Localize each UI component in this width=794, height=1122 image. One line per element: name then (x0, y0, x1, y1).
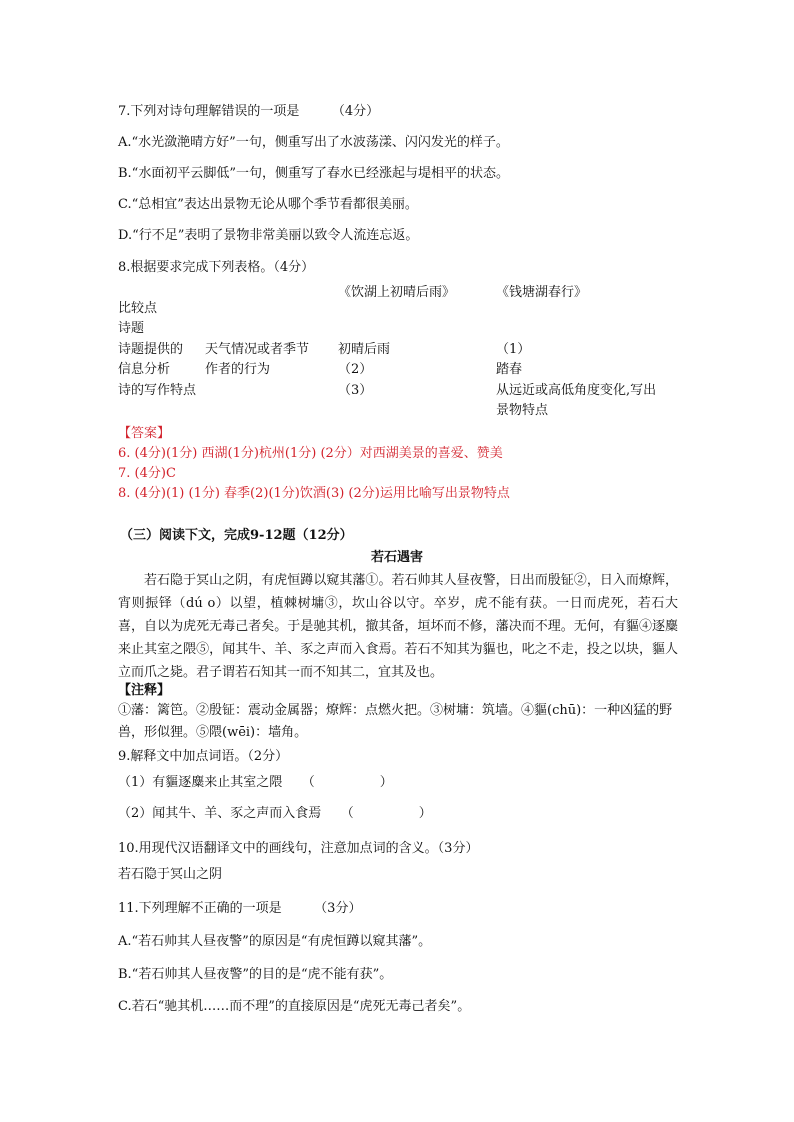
notes-text: ①藩：篱笆。②殷钲：震动金属器；燎辉：点燃火把。③树墉：筑墙。④貙(chū)：一种凶猛的野兽，形似狸。⑤隈(wēi)：墙角。 (118, 703, 673, 740)
q10-sentence: 若石隐于冥山之阴 (118, 867, 223, 882)
answer-label: 【答案】 (118, 426, 171, 441)
q7-option-b: B.“水面初平云脚低”一句，侧重写了春水已经涨起与堤相平的状态。 (118, 166, 509, 181)
table-row-title: 诗题 (118, 321, 145, 336)
table-action-poem1: （2） (338, 362, 373, 377)
answer-6: 6. (4分)(1分) 西湖(1分)杭州(1分) (2分）对西湖美景的喜爱、赞美 (118, 446, 503, 461)
table-row-feature: 诗的写作特点 (118, 383, 197, 398)
passage-title: 若石遇害 (370, 550, 423, 565)
q7-stem: 7.下列对诗句理解错误的一项是 （4分） (118, 104, 380, 119)
table-header-poem2: 《钱塘湖春行》 (496, 285, 588, 300)
q7-option-a: A.“水光潋滟晴方好”一句，侧重写出了水波荡漾、闪闪发光的样子。 (118, 135, 509, 150)
table-action-poem2: 踏春 (496, 362, 523, 377)
table-feature-poem2-a: 从远近或高低角度变化,写出 (496, 383, 657, 398)
q11-option-a: A.“若石帅其人昼夜警”的原因是“有虎恒蹲以窥其藩”。 (118, 934, 432, 949)
table-header-poem1: 《饮湖上初晴后雨》 (338, 285, 456, 300)
q8-stem: 8.根据要求完成下列表格。（4分） (118, 260, 315, 275)
passage-text: 若石隐于冥山之阴，有虎恒蹲以窥其藩①。若石帅其人昼夜警，日出而殷钲②，日入而燎辉，宵则振铎（dú o）以望，植棘树墉③，坎山谷以守。卒岁，虎不能有获。一日而虎死，若石大喜，自以为虎死无毒己者矣。于是驰其机，撤其备，垣坏而不修，藩决而不理。无何，有貙④逐麋来止其室之隈⑤，闻其牛、羊、豕之声而入食焉。若石不知其为貙也，叱之不走，投之以块，貙人立而爪之毙。君子谓若石知其一而不知其二，宜其及也。 (118, 573, 678, 680)
table-row-info-a: 诗题提供的 (118, 342, 184, 357)
table-row-compare: 比较点 (118, 301, 158, 316)
q11-stem: 11.下列理解不正确的一项是 （3分） (118, 901, 362, 916)
q10-stem: 10.用现代汉语翻译文中的画线句，注意加点词的含义。（3分） (118, 841, 479, 856)
table-sub-weather: 天气情况或者季节 (205, 342, 310, 357)
table-weather-poem1: 初晴后雨 (338, 342, 391, 357)
table-row-info-b: 信息分析 (118, 362, 171, 377)
q7-option-d: D.“行不足”表明了景物非常美丽以致令人流连忘返。 (118, 228, 419, 243)
q7-option-c: C.“总相宜”表达出景物无论从哪个季节看都很美丽。 (118, 197, 418, 212)
section3-heading: （三）阅读下文，完成9-12题（12分） (120, 528, 353, 543)
table-feature-poem2-b: 景物特点 (496, 403, 549, 418)
q9-item-1: （1）有貙逐麋来止其室之隈 （ ） (118, 775, 393, 790)
q11-option-b: B.“若石帅其人昼夜警”的目的是“虎不能有获”。 (118, 967, 393, 982)
answer-7: 7. (4分)C (118, 466, 176, 481)
q11-option-c: C.若石“驰其机……而不理”的直接原因是“虎死无毒己者矣”。 (118, 999, 471, 1014)
q9-stem: 9.解释文中加点词语。（2分） (118, 749, 289, 764)
table-feature-poem1: （3） (338, 383, 373, 398)
table-sub-action: 作者的行为 (205, 362, 271, 377)
answer-8: 8. (4分)(1) (1分) 春季(2)(1分)饮酒(3) (2分)运用比喻写出景物特点 (118, 486, 510, 501)
table-weather-poem2: （1） (496, 342, 531, 357)
q9-item-2: （2）闻其牛、羊、豕之声而入食焉 （ ） (118, 806, 432, 821)
notes-label: 【注释】 (118, 683, 171, 698)
